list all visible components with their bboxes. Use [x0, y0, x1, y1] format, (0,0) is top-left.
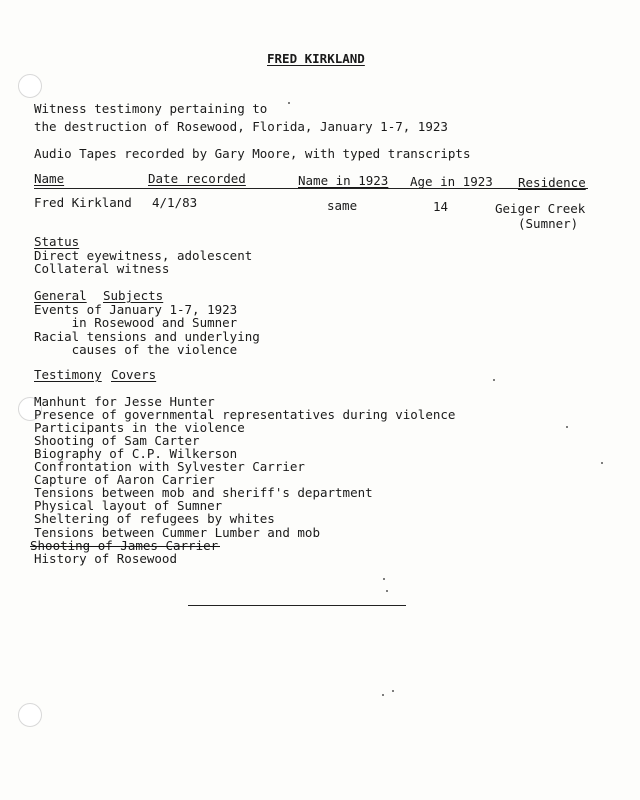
testimony-item: Participants in the violence: [34, 420, 245, 435]
cell-date: 4/1/83: [152, 195, 198, 210]
testimony-item: Manhunt for Jesse Hunter: [34, 394, 215, 409]
testimony-item: Capture of Aaron Carrier: [34, 472, 215, 487]
cell-residence-2: (Sumner): [518, 216, 579, 231]
col-header-name: Name: [34, 171, 65, 186]
col-header-age-1923: Age in 1923: [410, 174, 493, 189]
testimony-heading-b: Covers: [111, 367, 157, 382]
general-item: causes of the violence: [34, 342, 238, 357]
intro-line-2: the destruction of Rosewood, Florida, January 1-7, 1923: [34, 119, 448, 134]
cell-name: Fred Kirkland: [34, 195, 132, 210]
scan-speck: [382, 694, 384, 696]
testimony-item: Tensions between Cummer Lumber and mob: [34, 525, 320, 540]
scan-speck: [392, 690, 394, 692]
audio-note: Audio Tapes recorded by Gary Moore, with typed transcripts: [34, 146, 471, 161]
testimony-item-struck: Shooting of James Carrier: [30, 538, 219, 553]
punch-hole-bottom: [18, 703, 42, 727]
handwritten-strikethrough: [30, 546, 220, 547]
testimony-item: Biography of C.P. Wilkerson: [34, 446, 238, 461]
general-heading-a: General: [34, 288, 87, 303]
general-item: in Rosewood and Sumner: [34, 315, 238, 330]
testimony-item: Physical layout of Sumner: [34, 498, 223, 513]
testimony-item: History of Rosewood: [34, 551, 177, 566]
general-item: Racial tensions and underlying: [34, 329, 260, 344]
scan-speck: [493, 379, 495, 381]
testimony-item: Confrontation with Sylvester Carrier: [34, 459, 305, 474]
scan-speck: [383, 578, 385, 580]
signature-line: [188, 605, 406, 606]
testimony-item: Sheltering of refugees by whites: [34, 511, 275, 526]
scan-speck: [386, 590, 388, 592]
status-item: Collateral witness: [34, 261, 170, 276]
scan-speck: [288, 102, 290, 104]
col-header-residence: Residence: [518, 175, 586, 190]
general-item: Events of January 1-7, 1923: [34, 302, 238, 317]
status-heading: Status: [34, 234, 80, 249]
col-header-date: Date recorded: [148, 171, 246, 186]
cell-name-1923: same: [327, 198, 358, 213]
general-heading-b: Subjects: [103, 288, 164, 303]
punch-hole-top: [18, 74, 42, 98]
header-underline: [34, 188, 588, 189]
col-header-name-1923: Name in 1923: [298, 173, 389, 188]
intro-line-1: Witness testimony pertaining to: [34, 101, 268, 116]
testimony-item: Tensions between mob and sheriff's department: [34, 485, 373, 500]
testimony-item: Shooting of Sam Carter: [34, 433, 200, 448]
testimony-item: Presence of governmental representatives during violence: [34, 407, 456, 422]
status-item: Direct eyewitness, adolescent: [34, 248, 253, 263]
cell-age-1923: 14: [433, 199, 449, 214]
scan-speck: [601, 462, 603, 464]
cell-residence-1: Geiger Creek: [495, 201, 586, 216]
scan-speck: [566, 426, 568, 428]
document-title: FRED KIRKLAND: [267, 51, 365, 66]
testimony-heading-a: Testimony: [34, 367, 102, 382]
